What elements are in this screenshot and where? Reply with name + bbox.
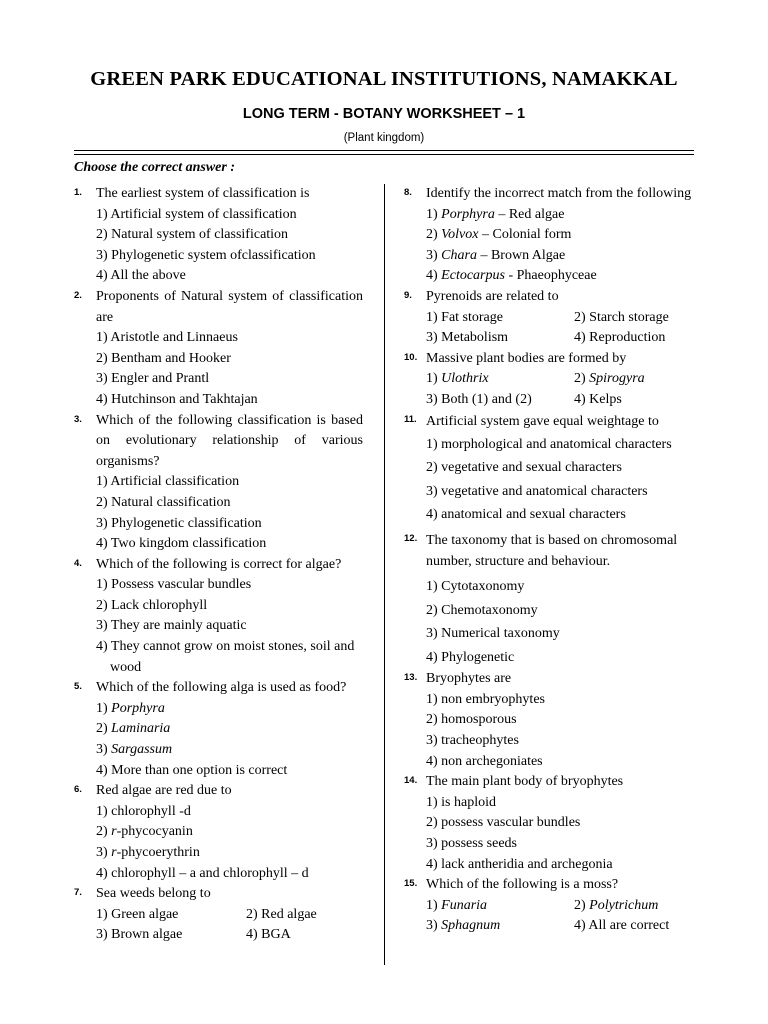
option: 2) homosporous	[426, 712, 517, 728]
column-divider	[384, 184, 385, 965]
question-number: 12.	[404, 532, 418, 544]
option: 2) Volvox – Colonial form	[426, 227, 572, 243]
option: 1) Artificial system of classification	[96, 206, 297, 222]
worksheet-title: LONG TERM - BOTANY WORKSHEET – 1	[242, 106, 526, 122]
question-stem: Which of the following is a moss?	[426, 877, 619, 893]
question-11	[404, 411, 694, 527]
option: 1) Cytotaxonomy	[426, 578, 525, 594]
option-row	[96, 905, 363, 926]
question-stem: Proponents of Natural system of classification are	[96, 288, 363, 325]
option: 2) Laminaria	[96, 721, 171, 737]
option: 3) Metabolism	[426, 330, 509, 346]
option: 1) is haploid	[426, 794, 496, 810]
question-number: 4.	[74, 557, 82, 569]
question-stem: Which of the following classification is based on evolutionary relationship of various organisms?	[96, 412, 363, 469]
option: 4) All are correct	[574, 918, 670, 934]
question-number: 3.	[74, 413, 82, 425]
question-number: 15.	[404, 878, 418, 890]
question-number: 11.	[404, 413, 417, 425]
option: 4) lack antheridia and archegonia	[426, 856, 613, 872]
option: 4) anatomical and sexual characters	[426, 507, 626, 523]
question-2	[74, 287, 363, 411]
question-number: 7.	[74, 887, 82, 899]
header-rule-bottom	[74, 154, 694, 155]
option-row	[426, 916, 694, 937]
institution-title: GREEN PARK EDUCATIONAL INSTITUTIONS, NAMAKKAL	[90, 68, 678, 90]
question-stem: Massive plant bodies are formed by	[426, 350, 627, 366]
option: 3) Brown algae	[96, 927, 183, 943]
question-8	[404, 184, 694, 287]
option: 4) All the above	[96, 268, 186, 284]
option: 2) Polytrichum	[574, 897, 659, 913]
option: 4) Kelps	[574, 391, 622, 407]
option: 3) vegetative and anatomical characters	[426, 483, 648, 499]
option: 3) Sargassum	[96, 742, 173, 758]
question-stem: Sea weeds belong to	[96, 886, 211, 902]
option-row	[426, 390, 694, 411]
option: 2) Red algae	[246, 906, 317, 922]
question-15	[404, 875, 694, 937]
option: 1) Porphyra – Red algae	[426, 206, 565, 222]
question-number: 6.	[74, 784, 82, 796]
species-name: Porphyra	[111, 700, 165, 716]
question-4	[74, 555, 363, 679]
option: 3) Sphagnum	[426, 918, 501, 934]
option: 3) Engler and Prantl	[96, 371, 210, 387]
question-stem: The taxonomy that is based on chromosomal number, structure and behaviour.	[426, 532, 678, 570]
option-row	[426, 369, 694, 390]
option: 1) Funaria	[426, 897, 488, 913]
option: 4) Two kingdom classification	[96, 536, 267, 552]
question-number: 13.	[404, 672, 418, 684]
question-7	[74, 884, 363, 946]
question-14	[404, 772, 694, 875]
option: 4) They cannot grow on moist stones, soil and wood	[96, 639, 355, 675]
option: 2) r-phycocyanin	[96, 824, 193, 840]
question-stem: Pyrenoids are related to	[426, 288, 559, 304]
question-stem: The main plant body of bryophytes	[426, 774, 624, 790]
right-column	[404, 184, 694, 937]
option: 1) Green algae	[96, 906, 179, 922]
option: 4) Hutchinson and Takhtajan	[96, 391, 258, 407]
question-13	[404, 669, 694, 772]
option: 2) Starch storage	[574, 309, 669, 325]
option: 1) Artificial classification	[96, 474, 240, 490]
option: 4) Ectocarpus - Phaeophyceae	[426, 268, 597, 284]
option: 4) Phylogenetic	[426, 649, 515, 665]
instruction-text: Choose the correct answer :	[74, 160, 235, 175]
worksheet-topic: (Plant kingdom)	[343, 132, 425, 144]
option: 2) Lack chlorophyll	[96, 597, 208, 613]
option: 3) tracheophytes	[426, 733, 519, 749]
option: 2) Natural classification	[96, 494, 231, 510]
option: 2) vegetative and sexual characters	[426, 460, 622, 476]
question-number: 5.	[74, 681, 82, 693]
option: 3) r-phycoerythrin	[96, 845, 200, 860]
option-row	[426, 328, 694, 349]
option: 3) possess seeds	[426, 836, 517, 852]
option-row	[96, 925, 363, 946]
option: 4) chlorophyll – a and chlorophyll – d	[96, 865, 309, 881]
question-stem: Which of the following alga is used as food?	[96, 680, 347, 696]
option: 3) Both (1) and (2)	[426, 391, 532, 407]
question-number: 14.	[404, 775, 418, 787]
question-stem: Artificial system gave equal weightage to	[426, 413, 659, 429]
option: 2) Chemotaxonomy	[426, 602, 538, 618]
question-10	[404, 349, 694, 411]
option-row	[426, 308, 694, 329]
option: 1) non embryophytes	[426, 691, 545, 707]
question-stem: The earliest system of classification is	[96, 186, 310, 201]
option: 3) Chara – Brown Algae	[426, 247, 566, 263]
option: 1) Ulothrix	[426, 371, 489, 387]
question-stem: Which of the following is correct for algae?	[96, 556, 342, 572]
option: 1) Porphyra	[96, 700, 165, 716]
question-number: 9.	[404, 289, 412, 301]
option: 3) Phylogenetic system ofclassification	[96, 247, 316, 263]
question-stem: Bryophytes are	[426, 671, 512, 687]
option: 1) morphological and anatomical characters	[426, 436, 672, 452]
question-1	[74, 184, 363, 287]
option-row	[426, 896, 694, 917]
option: 3) Phylogenetic classification	[96, 515, 262, 531]
question-5	[74, 678, 363, 781]
question-number: 2.	[74, 289, 82, 301]
species-name: Sargassum	[111, 742, 173, 758]
option: 3) Numerical taxonomy	[426, 626, 560, 642]
left-column	[74, 184, 363, 946]
question-12	[404, 530, 694, 669]
option: 1) Possess vascular bundles	[96, 577, 252, 593]
option: 1) Fat storage	[426, 309, 503, 325]
option: 4) More than one option is correct	[96, 762, 288, 778]
question-9	[404, 287, 694, 349]
option: 4) Reproduction	[574, 330, 666, 346]
option: 1) Aristotle and Linnaeus	[96, 330, 238, 346]
option: 4) non archegoniates	[426, 753, 543, 769]
option: 3) They are mainly aquatic	[96, 618, 247, 634]
species-name: Laminaria	[111, 721, 171, 737]
question-number: 1.	[74, 187, 82, 198]
question-3	[74, 411, 363, 555]
question-number: 10.	[404, 351, 418, 363]
option: 2) Natural system of classification	[96, 227, 289, 243]
header-rule-top	[74, 150, 694, 151]
option: 2) possess vascular bundles	[426, 815, 581, 831]
question-stem: Identify the incorrect match from the following	[426, 186, 692, 201]
question-stem: Red algae are red due to	[96, 783, 232, 799]
option: 4) BGA	[246, 927, 291, 943]
question-number: 8.	[404, 187, 412, 198]
option: 1) chlorophyll -d	[96, 803, 191, 819]
question-6	[74, 781, 363, 884]
option: 2) Spirogyra	[574, 371, 645, 387]
option: 2) Bentham and Hooker	[96, 350, 231, 366]
